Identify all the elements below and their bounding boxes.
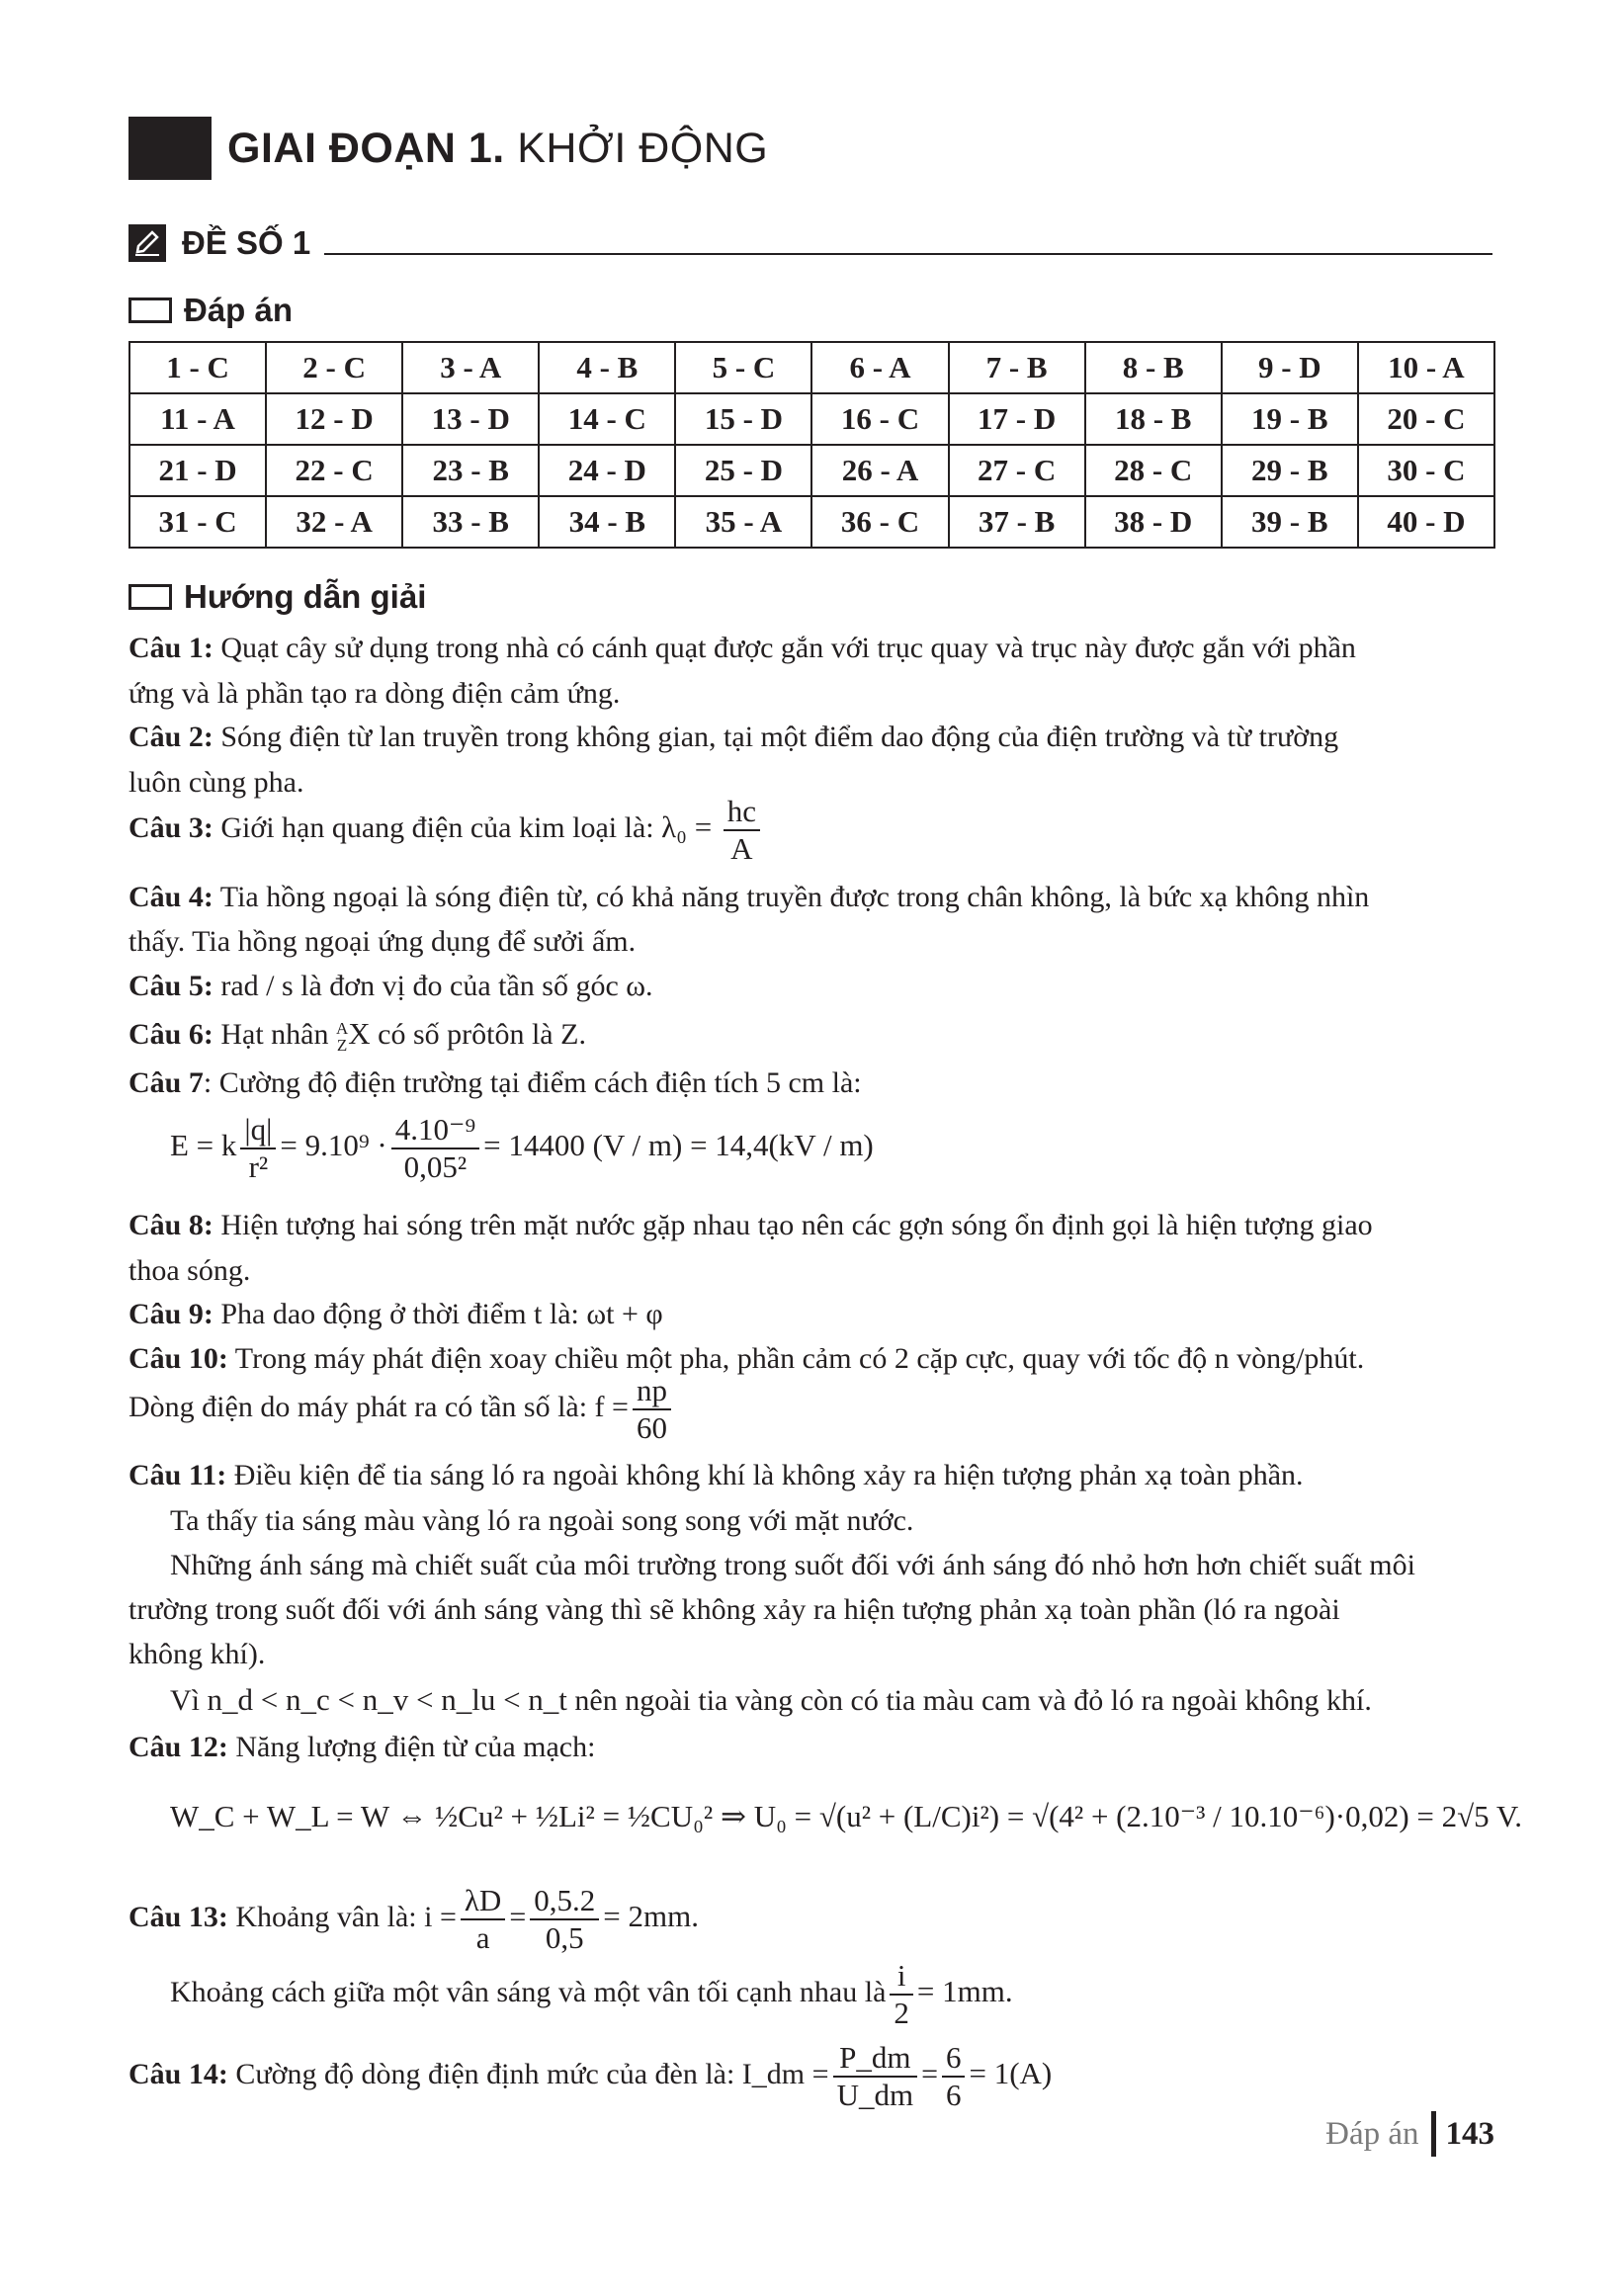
answer-cell: 35 - A: [675, 496, 811, 548]
answer-cell: 40 - D: [1358, 496, 1494, 548]
answers-heading: [128, 292, 293, 329]
section-title: ĐỀ SỐ 1: [182, 224, 311, 261]
answer-cell: 20 - C: [1358, 393, 1494, 445]
stage-title-rest: KHỞI ĐỘNG: [504, 124, 769, 172]
q3-lambda: λ₀ =: [661, 808, 713, 844]
q13-line1: Câu 13: Khoảng vân là: i = $\frac{\lambda D}{a}$ = $\frac{0,5.2}{0,5}$ = 2mm.: [128, 1883, 699, 1955]
q9-line: Câu 9: Pha dao động ở thời điểm t là: ωt + φ: [128, 1298, 663, 1330]
q11-line2: Ta thấy tia sáng màu vàng ló ra ngoài song song với mặt nước.: [170, 1504, 914, 1537]
q5-line: Câu 5: rad / s là đơn vị đo của tần số góc ω.: [128, 970, 653, 1002]
q12-equation: W_C + W_L = W ⇔ ½Cu² + ½Li² = ½CU₀² ⇒ U₀ = √(u² + (L/C)i²) = √(4² + (2.10⁻³ / 10.10⁻⁶)·0,02) = 2√5 V.: [170, 1799, 1522, 1833]
q6-line: Câu 6: Hạt nhân A Z X có số prôtôn là Z.: [128, 1016, 586, 1056]
answer-cell: 13 - D: [402, 393, 539, 445]
page-footer: [1325, 2111, 1494, 2157]
answers-heading-label: Đáp án: [184, 292, 294, 328]
stage-header: [128, 117, 768, 180]
guide-heading-label: Hướng dẫn giải: [184, 578, 427, 615]
answer-cell: 22 - C: [266, 445, 402, 496]
answer-cell: 21 - D: [129, 445, 266, 496]
stage-title: [227, 125, 768, 173]
answer-cell: 28 - C: [1085, 445, 1222, 496]
q11-line1: Câu 11: Điều kiện để tia sáng ló ra ngoài không khí là không xảy ra hiện tượng phản xạ toàn phần.: [128, 1459, 1304, 1491]
answer-cell: 31 - C: [129, 496, 266, 548]
q3-fraction: $\frac{hc}{A}$: [724, 794, 760, 867]
q8-line2: thoa sóng.: [128, 1254, 251, 1287]
q4-line1: Câu 4: Tia hồng ngoại là sóng điện từ, có khả năng truyền được trong chân không, là bức xạ không nhìn: [128, 881, 1370, 913]
guide-heading: [128, 578, 426, 616]
q2-line1: Câu 2: Sóng điện từ lan truyền trong không gian, tại một điểm dao động của điện trường và từ trường: [128, 721, 1339, 753]
answer-cell: 19 - B: [1222, 393, 1358, 445]
answer-cell: 32 - A: [266, 496, 402, 548]
answer-cell: 27 - C: [949, 445, 1085, 496]
answer-cell: 38 - D: [1085, 496, 1222, 548]
page-number: 143: [1445, 2115, 1494, 2152]
q6-nuclide-indices: A Z: [335, 1019, 349, 1056]
answer-cell: 26 - A: [811, 445, 948, 496]
answer-cell: 23 - B: [402, 445, 539, 496]
answer-cell: 39 - B: [1222, 496, 1358, 548]
answer-cell: 25 - D: [675, 445, 811, 496]
answer-cell: 37 - B: [949, 496, 1085, 548]
q12-line1: Câu 12: Năng lượng điện từ của mạch:: [128, 1731, 596, 1763]
q1-line1: Câu 1: Quạt cây sử dụng trong nhà có cánh quạt được gắn với trục quay và trục này được gắn với phần: [128, 632, 1356, 664]
answer-cell: 10 - A: [1358, 342, 1494, 393]
answer-cell: 14 - C: [539, 393, 675, 445]
q11-line4: trường trong suốt đối với ánh sáng vàng thì sẽ không xảy ra hiện tượng phản xạ toàn phần (ló ra ngoài: [128, 1593, 1340, 1626]
answer-cell: 9 - D: [1222, 342, 1358, 393]
stage-title-bold: GIAI ĐOẠN 1.: [227, 124, 505, 172]
q2-line2: luôn cùng pha.: [128, 766, 304, 799]
answer-cell: 2 - C: [266, 342, 402, 393]
answers-table: [128, 341, 1495, 549]
answers-row: [129, 393, 1494, 445]
q14-line: Câu 14: Cường độ dòng điện định mức của đèn là: I_dm = $\frac{P\_dm}{U\_dm}$ = $\frac{6}{6}$ = 1(A): [128, 2040, 1053, 2112]
q13-line2: Khoảng cách giữa một vân sáng và một vân tối cạnh nhau là $\frac{i}{2}$ = 1mm.: [170, 1958, 1013, 2030]
answer-cell: 4 - B: [539, 342, 675, 393]
q11-line6: Vì n_d < n_c < n_v < n_lu < n_t nên ngoài tia vàng còn có tia màu cam và đỏ ló ra ngoài không khí.: [170, 1682, 1372, 1717]
q3-line: Câu 3: Giới hạn quang điện của kim loại là: λ₀ = $\frac{hc}{A}$: [128, 794, 764, 867]
answer-cell: 11 - A: [129, 393, 266, 445]
section-rule: [324, 253, 1492, 255]
answers-row: [129, 445, 1494, 496]
answer-cell: 24 - D: [539, 445, 675, 496]
stage-marker-block: [128, 117, 212, 180]
footer-section-label: Đáp án: [1325, 2115, 1419, 2152]
answer-cell: 15 - D: [675, 393, 811, 445]
box-icon: [128, 298, 172, 323]
answer-cell: 6 - A: [811, 342, 948, 393]
answer-cell: 17 - D: [949, 393, 1085, 445]
answer-cell: 34 - B: [539, 496, 675, 548]
q11-index-inequality: n_d < n_c < n_v < n_lu < n_t: [207, 1682, 567, 1717]
answer-cell: 8 - B: [1085, 342, 1222, 393]
answer-cell: 16 - C: [811, 393, 948, 445]
q4-line2: thấy. Tia hồng ngoại ứng dụng để sưởi ấm.: [128, 925, 637, 958]
pencil-icon: [128, 224, 166, 262]
q8-line1: Câu 8: Hiện tượng hai sóng trên mặt nước gặp nhau tạo nên các gợn sóng ổn định gọi là hiện tượng giao: [128, 1209, 1373, 1241]
answer-cell: 33 - B: [402, 496, 539, 548]
q7-equation: E = k $\frac{|q|}{\text{r²}}$ = 9.10⁹ · $\frac{\text{4.10⁻⁹}}{\text{0,05²}}$ = 14400 (V / m) = 14,4(kV / m): [170, 1112, 874, 1184]
q10-line2: Dòng điện do máy phát ra có tần số là: f = $\frac{np}{60}$: [128, 1373, 675, 1446]
answers-row: [129, 496, 1494, 548]
footer-divider: [1431, 2111, 1436, 2157]
answer-cell: 18 - B: [1085, 393, 1222, 445]
answer-cell: 7 - B: [949, 342, 1085, 393]
answer-cell: 1 - C: [129, 342, 266, 393]
q11-line5: không khí).: [128, 1638, 266, 1670]
answer-cell: 12 - D: [266, 393, 402, 445]
q1-line2: ứng và là phần tạo ra dòng điện cảm ứng.: [128, 677, 621, 710]
answer-cell: 3 - A: [402, 342, 539, 393]
q11-line3: Những ánh sáng mà chiết suất của môi trường trong suốt đối với ánh sáng đó nhỏ hơn hơn chiết suất môi: [170, 1549, 1415, 1581]
section-header: [128, 219, 1492, 267]
answer-cell: 29 - B: [1222, 445, 1358, 496]
box-icon: [128, 584, 172, 610]
answers-row: [129, 342, 1494, 393]
answer-cell: 5 - C: [675, 342, 811, 393]
answer-cell: 30 - C: [1358, 445, 1494, 496]
q10-line1: Câu 10: Trong máy phát điện xoay chiều một pha, phần cảm có 2 cặp cực, quay với tốc độ n vòng/phút.: [128, 1342, 1365, 1375]
q7-line1: Câu 7: Cường độ điện trường tại điểm cách điện tích 5 cm là:: [128, 1066, 862, 1099]
answer-cell: 36 - C: [811, 496, 948, 548]
